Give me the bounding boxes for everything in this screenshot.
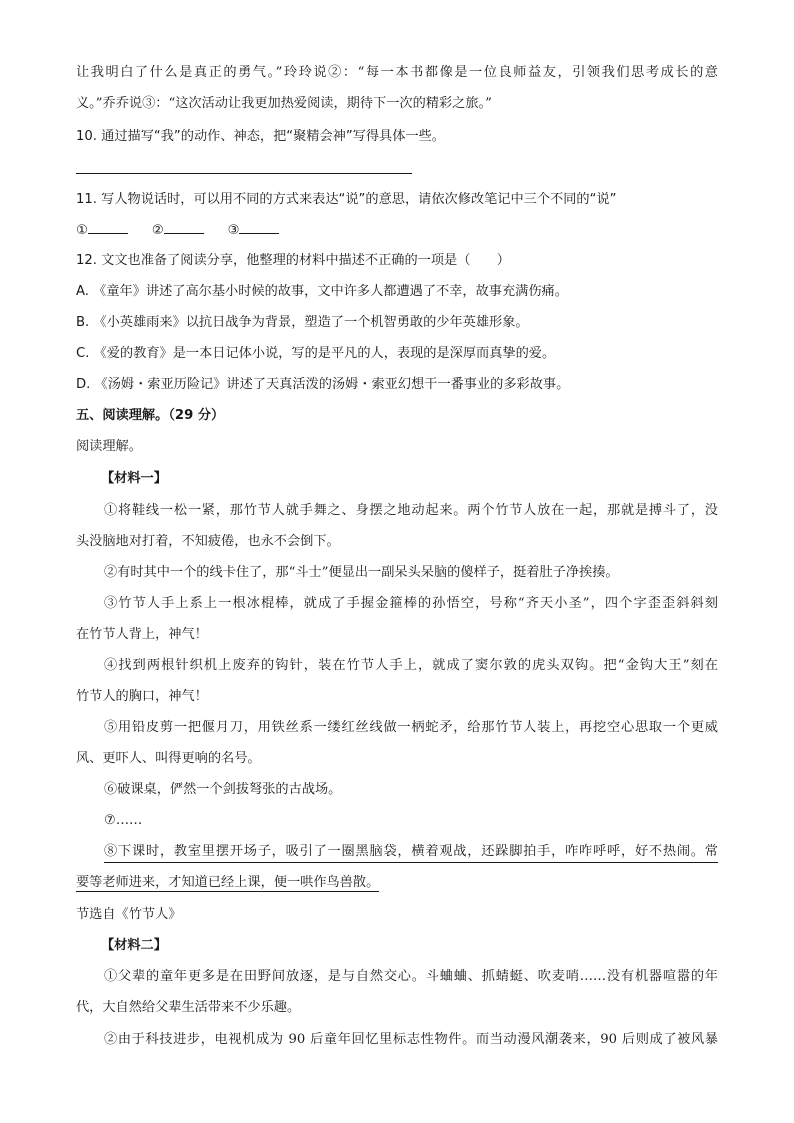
blank-label-2: ②	[151, 223, 164, 238]
material-2-title: 【材料二】	[101, 938, 167, 953]
blank-label-3: ③	[227, 223, 240, 238]
m1-para-3-line-2: 在竹节人背上，神气！	[76, 627, 208, 642]
reading-instruction: 阅读理解。	[76, 439, 142, 454]
m1-para-3-line-1: ③竹节人手上系上一根冰棍棒，就成了手握金箍棒的孙悟空，号称“齐天小圣”，四个字歪歪斜斜刻	[104, 596, 718, 611]
m1-para-4-line-1: ④找到两根针织机上废弃的钩针，装在竹节人手上，就成了窦尔敦的虎头双钩。把“金钩大王”刻在	[104, 658, 718, 673]
source-note: 节选自《竹节人》	[76, 907, 182, 922]
answer-blank-3[interactable]	[239, 221, 279, 234]
m1-para-1-line-1: ①将鞋线一松一紧，那竹节人就手舞之、身摆之地动起来。两个竹节人放在一起，那就是搏斗了，没	[104, 503, 718, 518]
answer-blank-2[interactable]	[164, 221, 204, 234]
option-c[interactable]: C. 《爱的教育》是一本日记体小说，写的是平凡的人，表现的是深厚而真挚的爱。	[76, 346, 556, 361]
material-1-title: 【材料一】	[101, 471, 167, 486]
section-5-heading: 五、阅读理解。（29 分）	[76, 408, 225, 423]
question-10: 10. 通过描写“我”的动作、神态，把“聚精会神”写得具体一些。	[76, 129, 445, 144]
carryover-line-1: 让我明白了什么是真正的勇气。”玲玲说②：“每一本书都像是一位良师益友，引领我们思考成长的意	[76, 65, 718, 80]
m1-para-2: ②有时其中一个的线卡住了，那“斗士”便显出一副呆头呆脑的傻样子，挺着肚子净挨揍。	[104, 565, 619, 580]
m2-para-1-line-1: ①父辈的童年更多是在田野间放逐，是与自然交心。斗蛐蛐、抓蜻蜓、吹麦哨……没有机器喧嚣的年	[104, 969, 718, 984]
m1-para-8-line-2-underlined: 要等老师进来，才知道已经上课，便一哄作鸟兽散。	[76, 875, 380, 890]
m1-para-8-line-1-underlined: ⑧下课时，教室里摆开场子，吸引了一圈黑脑袋，横着观战，还跺脚拍手，咋咋呼呼，好不热闹。常	[104, 843, 718, 863]
carryover-line-2: 义。”乔乔说③：“这次活动让我更加热爱阅读，期待下一次的精彩之旅。”	[76, 96, 492, 111]
m2-para-2-line-1: ②由于科技进步，电视机成为 90 后童年回忆里标志性物件。而当动漫风潮袭来，90 后则成了被风暴	[104, 1032, 718, 1047]
m1-para-4-line-2: 竹节人的胸口，神气！	[76, 689, 208, 704]
m1-para-1-line-2: 头没脑地对打着，不知疲倦，也永不会倒下。	[76, 534, 340, 549]
m1-para-8-line-2	[76, 874, 379, 892]
answer-blank-1[interactable]	[88, 221, 128, 234]
question-12: 12. 文文也准备了阅读分享，他整理的材料中描述不正确的一项是（ ）	[76, 253, 510, 268]
m1-para-7: ⑦……	[104, 813, 143, 828]
answer-line-q10[interactable]	[76, 173, 412, 174]
blank-label-1: ①	[76, 223, 88, 238]
m2-para-1-line-2: 代，大自然给父辈生活带来不少乐趣。	[76, 1000, 301, 1015]
option-a[interactable]: A. 《童年》讲述了高尔基小时候的故事，文中许多人都遭遇了不幸，故事充满伤痛。	[76, 284, 568, 299]
option-b[interactable]: B. 《小英雄雨来》以抗日战争为背景，塑造了一个机智勇敢的少年英雄形象。	[76, 315, 529, 330]
question-11-blanks	[76, 221, 303, 240]
m1-para-5-line-2: 风、更吓人、叫得更响的名号。	[76, 751, 261, 766]
m1-para-5-line-1: ⑤用铅皮剪一把偃月刀，用铁丝系一缕红丝线做一柄蛇矛，给那竹节人装上，再挖空心思取一个更威	[104, 720, 718, 735]
option-d[interactable]: D. 《汤姆・索亚历险记》讲述了天真活泼的汤姆・索亚幻想干一番事业的多彩故事。	[76, 377, 570, 392]
m1-para-6: ⑥破课桌，俨然一个剑拔弩张的古战场。	[104, 782, 342, 797]
question-11: 11. 写人物说话时，可以用不同的方式来表达“说”的意思，请依次修改笔记中三个不同的“说”	[76, 192, 617, 207]
